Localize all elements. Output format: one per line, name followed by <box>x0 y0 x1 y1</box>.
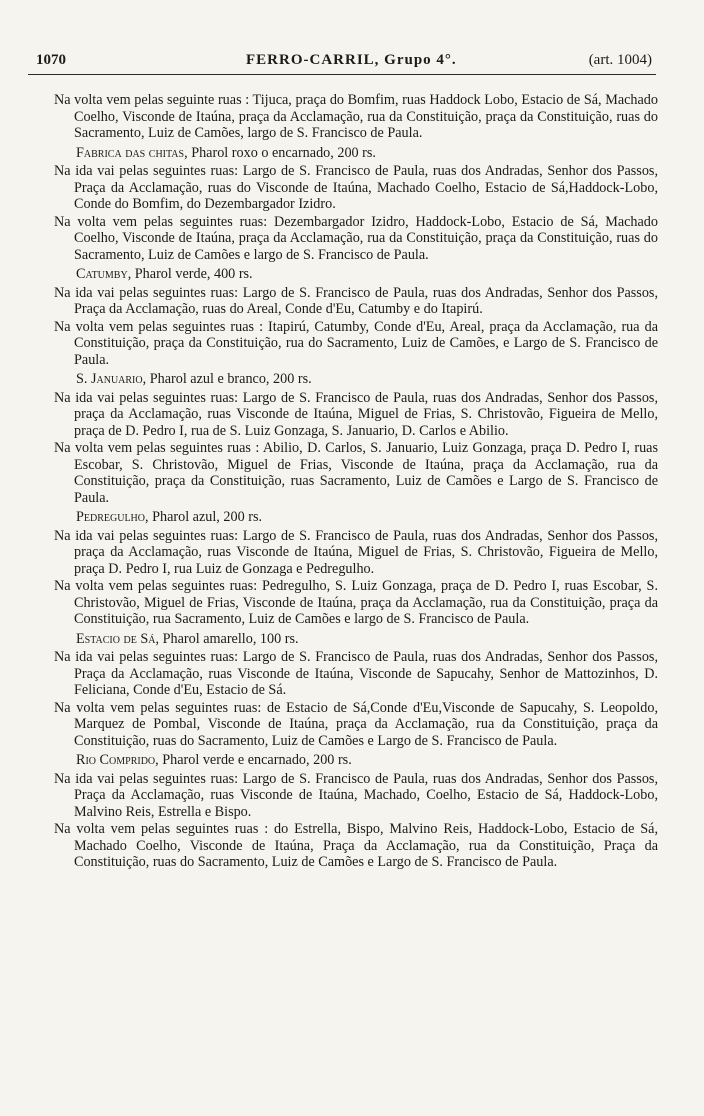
header-rule <box>28 74 656 75</box>
article-ref: (art. 1004) <box>588 52 652 68</box>
route-paragraph: Na volta vem pelas seguinte ruas : Tijuca, praça do Bomfim, ruas Haddock Lobo, Estacio de Sá, Machado Coelho, Visconde de Itaúna, praça da Acclamação, rua da Constituição, praça da Constituição, ruas do Sacramento, Luiz de Camões, largo de S. Francisco de Paula. <box>54 92 658 141</box>
route-paragraph: Na volta vem pelas seguintes ruas : do Estrella, Bispo, Malvino Reis, Haddock-Lobo, Estacio de Sá, Machado Coelho, Visconde de Itaúna, Praça da Acclamação, rua da Constituição, Praça da Constituição, ruas do Sacramento, Luiz de Camões e Largo de S. Francisco de Paula. <box>54 821 658 870</box>
line-heading <box>28 145 658 162</box>
page-number: 1070 <box>36 52 66 68</box>
line-heading <box>28 509 658 526</box>
route-paragraph: Na ida vai pelas seguintes ruas: Largo de S. Francisco de Paula, ruas dos Andradas, Senhor dos Passos, Praça da Acclamação, ruas do Areal, Conde d'Eu, Catumby e do Itapirú. <box>54 284 658 317</box>
document-body <box>28 92 658 872</box>
line-details: , Pharol amarello, 100 rs. <box>155 630 299 647</box>
line-name: Fabrica das chitas <box>76 144 185 161</box>
line-name: Estacio de Sá <box>76 630 156 647</box>
line-details: , Pharol azul, 200 rs. <box>145 509 263 525</box>
route-paragraph: Na ida vai pelas seguintes ruas: Largo de S. Francisco de Paula, ruas dos Andradas, Senhor dos Passos, praça da Acclamação, ruas Visconde de Itaúna, Miguel de Frias, S. Christovão, Figueira de Mello, praça D. Pedro I, rua Luiz de Gonzaga e Pedregulho. <box>54 527 658 577</box>
line-heading <box>28 371 658 388</box>
line-name: Pedregulho <box>76 509 145 525</box>
route-paragraph: Na volta vem pelas seguintes ruas : Abilio, D. Carlos, S. Januario, Luiz Gonzaga, praça D. Pedro I, ruas Escobar, S. Christovão, Miguel de Frias, Visconde de Itaúna, praça da Acclamação, rua da Constituição, praça da Constituição, ruas Sacramento, Luiz de Camões e Largo de S. Francisco de Paula. <box>54 440 658 506</box>
line-details: , Pharol verde, 400 rs. <box>127 266 253 282</box>
line-details: , Pharol azul e branco, 200 rs. <box>142 371 312 387</box>
route-paragraph: Na ida vai pelas seguintes ruas: Largo de S. Francisco de Paula, ruas dos Andradas, Senhor dos Passos, praça da Acclamação, ruas Visconde de Itaúna, Miguel de Frias, S. Christovão, Figueira de Mello, praça de D. Pedro I, rua de S. Luiz Gonzaga, S. Januario, D. Carlos e Abilio. <box>54 389 658 439</box>
route-paragraph: Na volta vem pelas seguintes ruas: Dezembargador Izidro, Haddock-Lobo, Estacio de Sá, Machado Coelho, Visconde de Itaúna, praça da Acclamação, rua da Constituição, praça da Constituição, ruas do Sacramento, Luiz de Camões e largo de S. Francisco de Paula. <box>54 213 658 263</box>
line-details: , Pharol verde e encarnado, 200 rs. <box>155 752 352 768</box>
running-title: FERRO-CARRIL, Grupo 4°. <box>246 52 457 68</box>
route-paragraph: Na ida vai pelas seguintes ruas: Largo de S. Francisco de Paula, ruas dos Andradas, Senhor dos Passos, Praça da Acclamação, ruas do Visconde de Itaúna, Machado Coelho, Estacio de Sá,Haddock-Lobo, Conde do Bomfim, do Dezembargador Izidro. <box>54 163 658 212</box>
line-name: S. Januario <box>76 371 143 387</box>
page-header <box>36 52 652 74</box>
line-heading <box>28 631 658 648</box>
route-paragraph: Na volta vem pelas seguintes ruas: de Estacio de Sá,Conde d'Eu,Visconde de Sapucahy, S. Leopoldo, Marquez de Pombal, Visconde de Itaúna, praça da Acclamação, rua da Constituição, praça da Constituição, ruas do Sacramento, Luiz de Camões e Largo de S. Francisco de Paula. <box>54 699 658 749</box>
line-name: Rio Comprido <box>76 752 156 768</box>
line-details: , Pharol roxo o encarnado, 200 rs. <box>184 144 376 161</box>
route-paragraph: Na ida vai pelas seguintes ruas: Largo de S. Francisco de Paula, ruas dos Andradas, Senhor dos Passos, Praça da Acclamação, ruas Visconde de Itaúna, Machado, Coelho, Estacio de Sá, Haddock-Lobo, Malvino Reis, Estrella e Bispo. <box>54 770 658 820</box>
route-paragraph: Na volta vem pelas seguintes ruas: Pedregulho, S. Luiz Gonzaga, praça de D. Pedro I, ruas Escobar, S. Christovão, Miguel de Frias, Visconde de Itaúna, praça da Acclamação, rua da Constituição, praça da Constituição, rua Sacramento, Luiz de Camões e largo de S. Francisco de Paula. <box>54 578 658 627</box>
line-name: Catumby <box>76 266 128 282</box>
route-paragraph: Na volta vem pelas seguintes ruas : Itapirú, Catumby, Conde d'Eu, Areal, praça da Acclamação, rua da Constituição, praça da Constituição, rua do Sacramento, Luiz de Camões, e Largo de S. Francisco de Paula. <box>54 318 658 368</box>
route-paragraph: Na ida vai pelas seguintes ruas: Largo de S. Francisco de Paula, ruas dos Andradas, Senhor dos Passos, Praça da Acclamação, ruas Visconde de Itaúna, Visconde de Sapucahy, Senhor de Mattozinhos, D. Feliciana, Conde d'Eu, Estacio de Sá. <box>54 649 658 698</box>
line-heading <box>28 752 658 769</box>
line-heading <box>28 266 658 283</box>
